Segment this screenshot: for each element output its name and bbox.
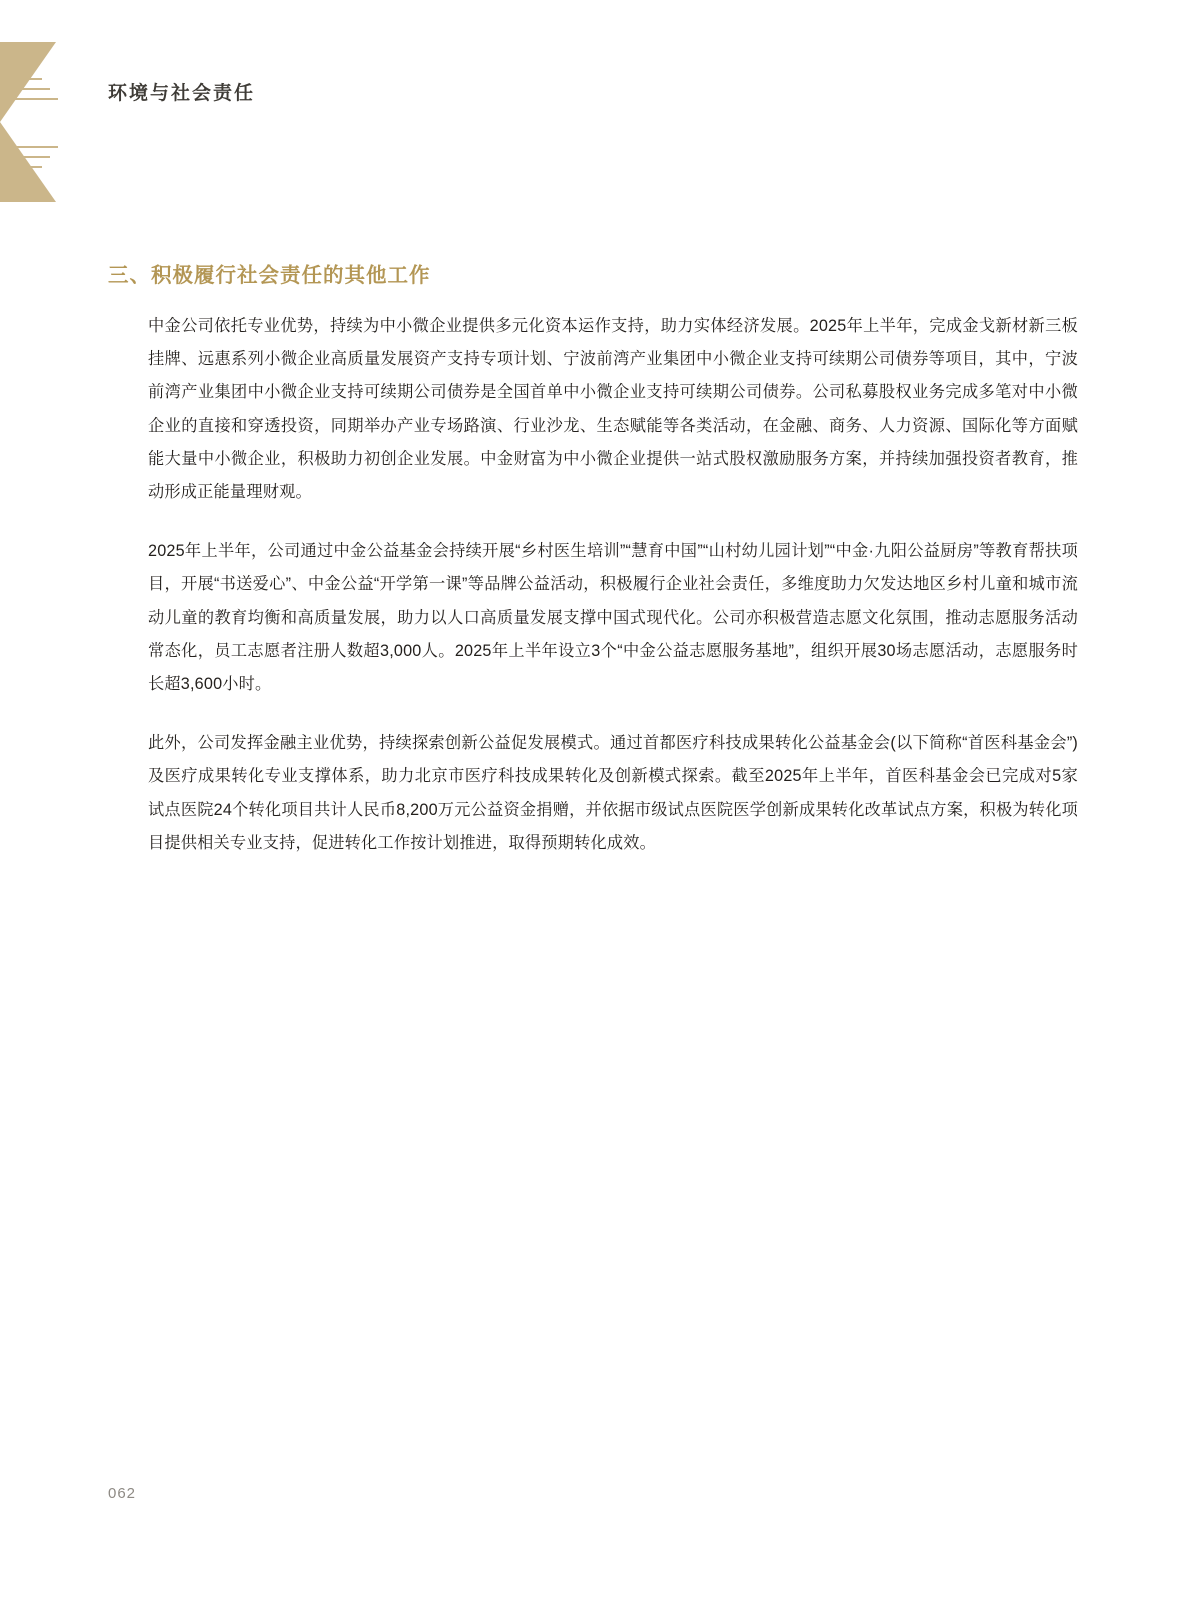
paragraph: 此外，公司发挥金融主业优势，持续探索创新公益促发展模式。通过首都医疗科技成果转化公益基金会(以下简称“首医科基金会”)及医疗成果转化专业支撑体系，助力北京市医疗科技成果转化及创新模式探索。截至2025年上半年，首医科基金会已完成对5家试点医院24个转化项目共计人民币8,200万元公益资金捐赠，并依据市级试点医院医学创新成果转化改革试点方案，积极为转化项目提供相关专业支持，促进转化工作按计划推进，取得预期转化成效。 bbox=[148, 734, 1078, 852]
paragraph: 2025年上半年，公司通过中金公益基金会持续开展“乡村医生培训”“慧育中国”“山村幼儿园计划”“中金·九阳公益厨房”等教育帮扶项目，开展“书送爱心”、中金公益“开学第一课”等品牌公益活动，积极履行企业社会责任，多维度助力欠发达地区乡村儿童和城市流动儿童的教育均衡和高质量发展，助力以人口高质量发展支撑中国式现代化。公司亦积极营造志愿文化氛围，推动志愿服务活动常态化，员工志愿者注册人数超3,000人。2025年上半年设立3个“中金公益志愿服务基地”，组织开展30场志愿活动，志愿服务时长超3,600小时。 bbox=[148, 542, 1078, 694]
paragraph: 中金公司依托专业优势，持续为中小微企业提供多元化资本运作支持，助力实体经济发展。2025年上半年，完成金戈新材新三板挂牌、远惠系列小微企业高质量发展资产支持专项计划、宁波前湾产业集团中小微企业支持可续期公司债券等项目，其中，宁波前湾产业集团中小微企业支持可续期公司债券是全国首单中小微企业支持可续期公司债券。公司私募股权业务完成多笔对中小微企业的直接和穿透投资，同期举办产业专场路演、行业沙龙、生态赋能等各类活动，在金融、商务、人力资源、国际化等方面赋能大量中小微企业，积极助力初创企业发展。中金财富为中小微企业提供一站式股权激励服务方案，并持续加强投资者教育，推动形成正能量理财观。 bbox=[148, 317, 1078, 502]
corner-ornament-lines bbox=[0, 42, 78, 202]
running-head: 环境与社会责任 bbox=[108, 83, 256, 104]
page-number: 062 bbox=[108, 1485, 137, 1502]
document-body bbox=[108, 258, 1078, 860]
corner-ornament bbox=[0, 42, 78, 202]
section-heading: 三、积极履行社会责任的其他工作 bbox=[108, 264, 431, 287]
